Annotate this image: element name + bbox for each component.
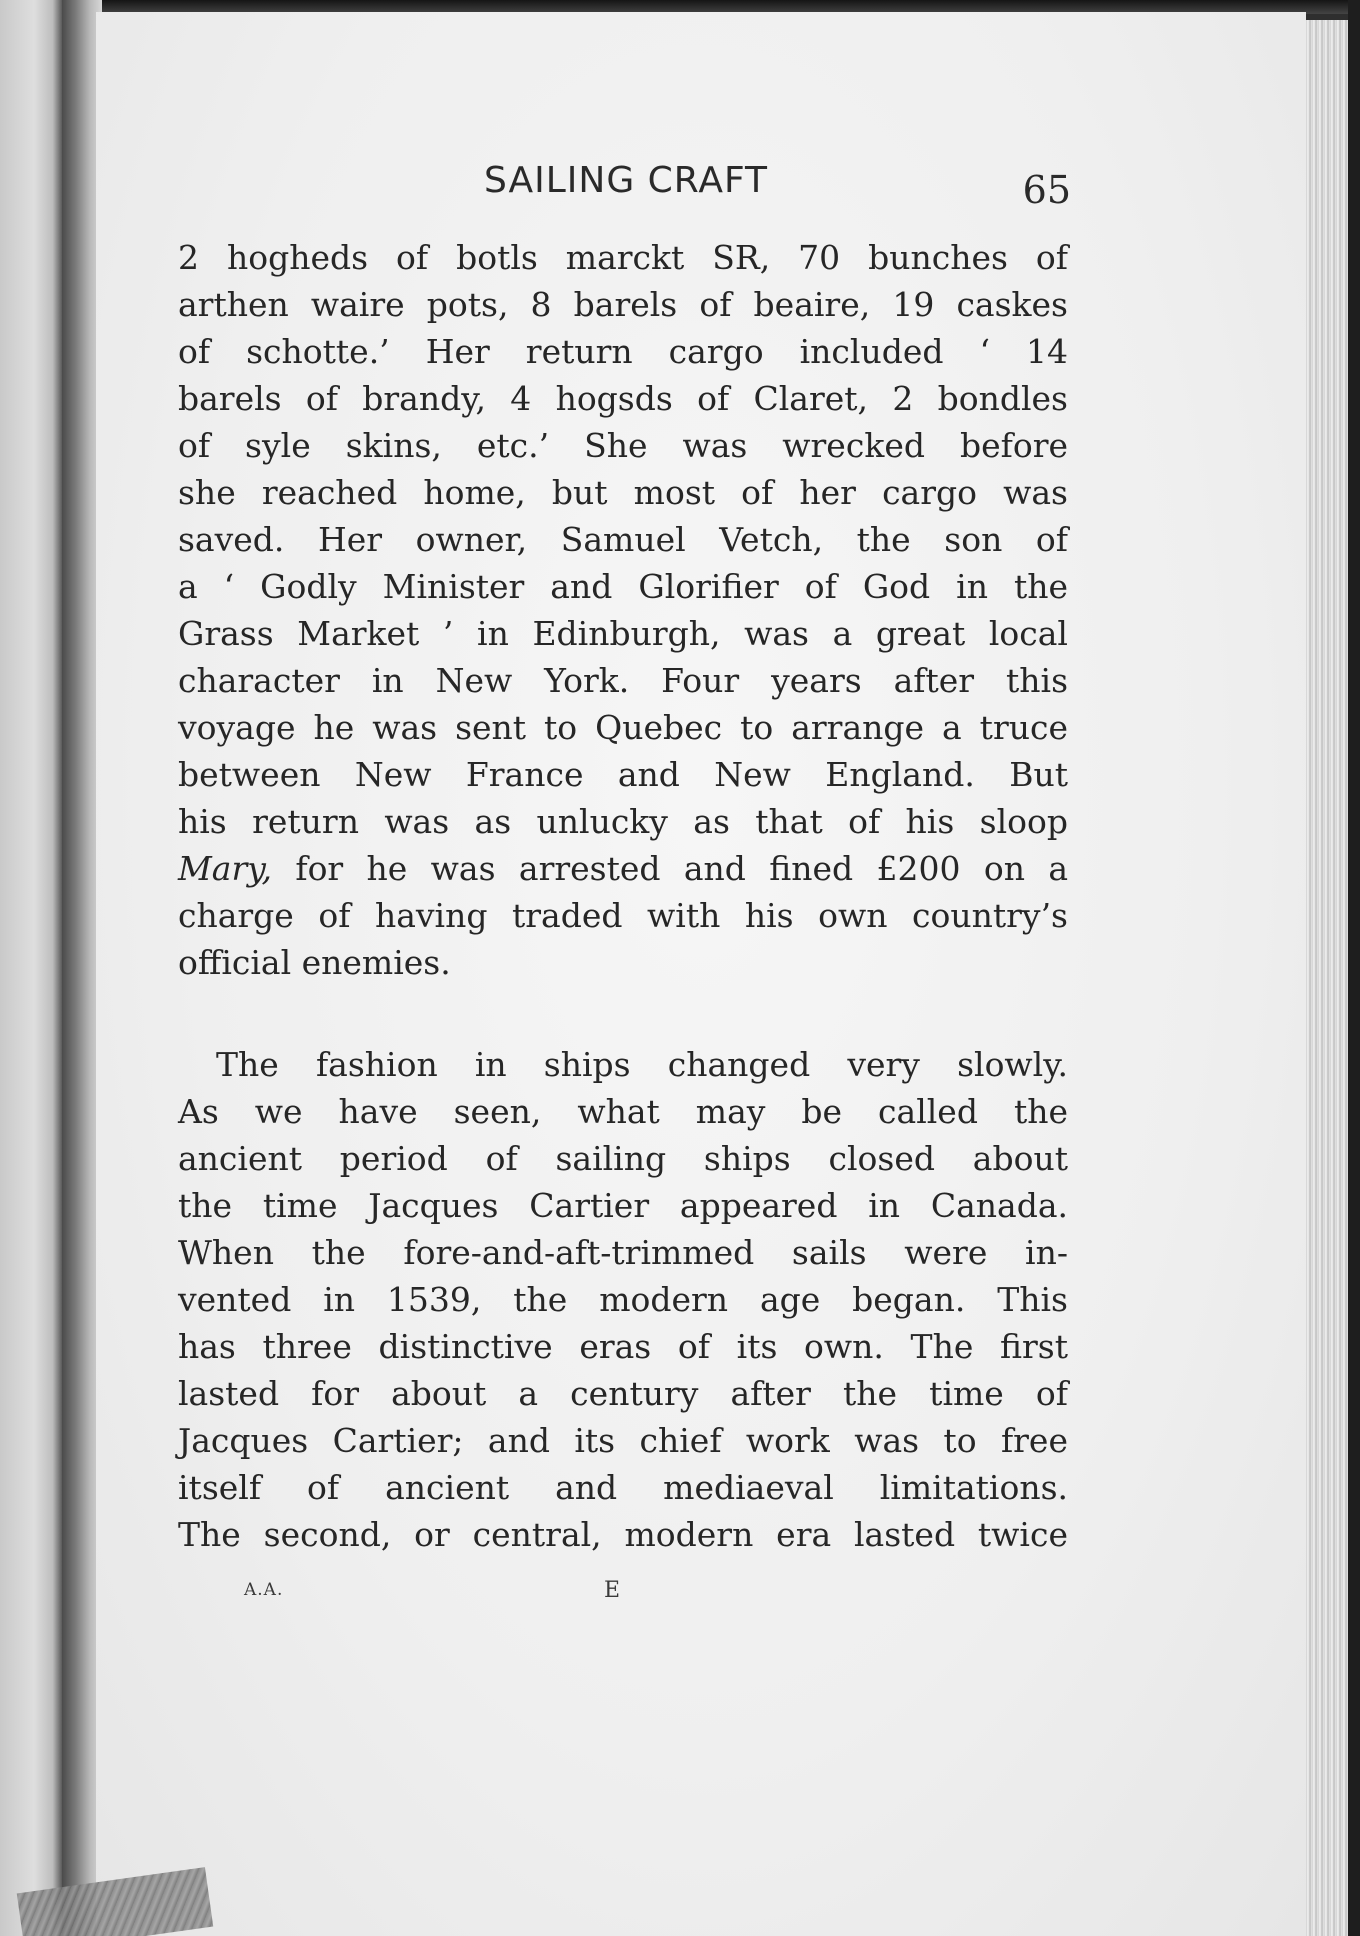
text-line: charge of having traded with his own country’s bbox=[178, 896, 1068, 935]
text-line-rest: for he was arrested and fined £200 on a bbox=[272, 849, 1068, 888]
text-line: Jacques Cartier; and its chief work was to free bbox=[178, 1421, 1068, 1460]
text-line: a ‘ Godly Minister and Glorifier of God in the bbox=[178, 567, 1068, 606]
text-line: lasted for about a century after the time of bbox=[178, 1374, 1068, 1413]
text-line: 2 hogheds of botls marckt SR, 70 bunches of bbox=[178, 238, 1068, 277]
text-line: When the fore-and-aft-trimmed sails were in- bbox=[178, 1233, 1068, 1272]
text-line: of schotte.’ Her return cargo included ‘ 14 bbox=[178, 332, 1068, 371]
text-line: of syle skins, etc.’ She was wrecked before bbox=[178, 426, 1068, 465]
text-line: itself of ancient and mediaeval limitations. bbox=[178, 1468, 1068, 1507]
page-number: 65 bbox=[1022, 168, 1071, 212]
text-line: arthen waire pots, 8 barels of beaire, 19 caskes bbox=[178, 285, 1068, 324]
signature-mark: E bbox=[604, 1578, 621, 1603]
signature-note: A.A. bbox=[244, 1580, 284, 1600]
text-line: character in New York. Four years after this bbox=[178, 661, 1068, 700]
ship-name: Mary, bbox=[178, 849, 272, 888]
text-line: vented in 1539, the modern age began. This bbox=[178, 1280, 1068, 1319]
page-header bbox=[181, 160, 1071, 210]
running-title: SAILING CRAFT bbox=[483, 160, 769, 201]
text-line: has three distinctive eras of its own. The first bbox=[178, 1327, 1068, 1366]
text-line: official enemies. bbox=[178, 943, 451, 982]
text-line: his return was as unlucky as that of his sloop bbox=[178, 802, 1068, 841]
text-line: As we have seen, what may be called the bbox=[178, 1092, 1068, 1131]
scan-background-edge bbox=[1348, 0, 1360, 1936]
page-footer bbox=[244, 1580, 644, 1620]
paragraph-1 bbox=[178, 234, 1068, 986]
facing-page-edge bbox=[0, 0, 62, 1936]
paragraph-2 bbox=[178, 1041, 1068, 1558]
text-line: she reached home, but most of her cargo was bbox=[178, 473, 1068, 512]
text-line: The second, or central, modern era lasted twice bbox=[178, 1515, 1068, 1554]
text-line: ancient period of sailing ships closed about bbox=[178, 1139, 1068, 1178]
text-line-with-ship-name bbox=[178, 845, 1068, 892]
text-line: voyage he was sent to Quebec to arrange a truce bbox=[178, 708, 1068, 747]
text-line: the time Jacques Cartier appeared in Canada. bbox=[178, 1186, 1068, 1225]
text-line: barels of brandy, 4 hogsds of Claret, 2 bondles bbox=[178, 379, 1068, 418]
text-line: saved. Her owner, Samuel Vetch, the son of bbox=[178, 520, 1068, 559]
text-line: The fashion in ships changed very slowly. bbox=[216, 1045, 1068, 1084]
text-line: Grass Market ’ in Edinburgh, was a great local bbox=[178, 614, 1068, 653]
text-line: between New France and New England. But bbox=[178, 755, 1068, 794]
page-stack-edges bbox=[1306, 20, 1348, 1936]
